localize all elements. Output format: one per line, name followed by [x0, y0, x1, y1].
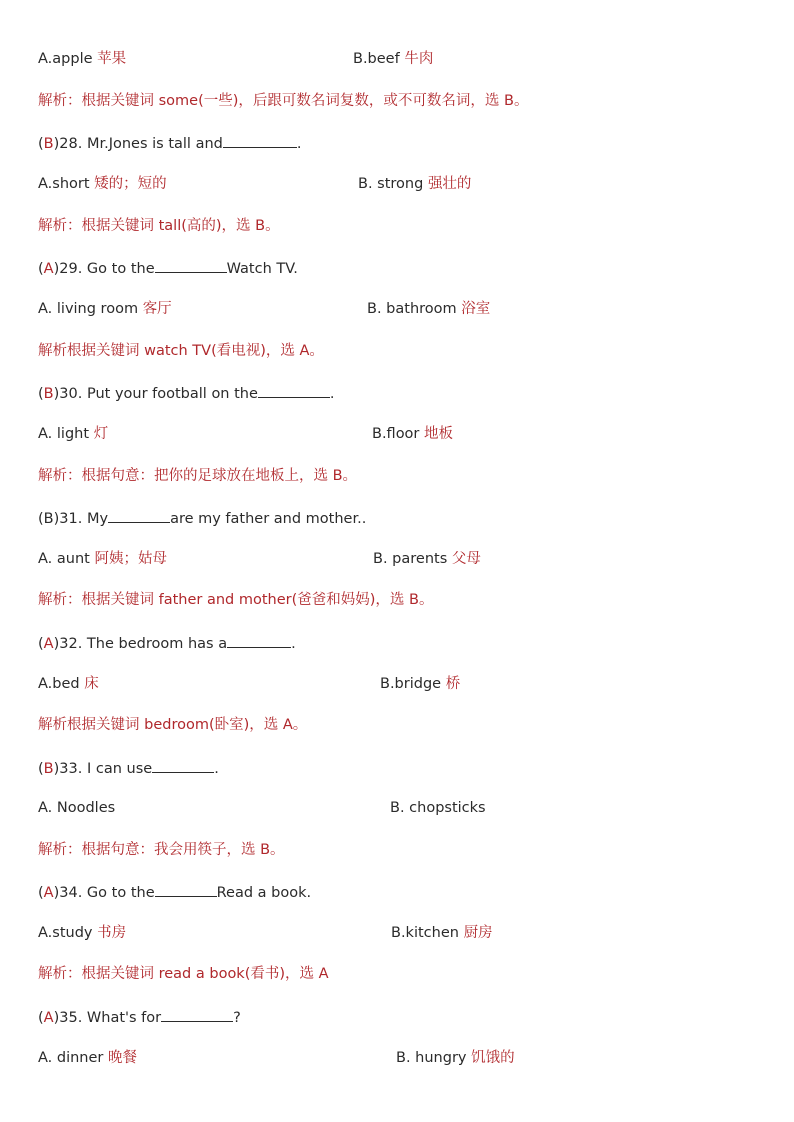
text: B.kitchen: [391, 925, 459, 941]
answer: B: [43, 386, 54, 402]
text: A. aunt: [38, 551, 90, 567]
option-a: [38, 674, 99, 694]
text: A.short: [38, 176, 90, 192]
text: 晚餐: [108, 1050, 137, 1066]
explanation: 解析根据关键词 bedroom(卧室)，选 A。: [38, 717, 308, 733]
text: 书房: [97, 925, 127, 941]
option-a: [38, 549, 167, 569]
text: B. hungry: [396, 1050, 467, 1066]
explanation: 解析：根据句意：我会用筷子，选 B。: [38, 842, 285, 858]
text: B. bathroom: [367, 301, 457, 317]
text: 34. Go to the: [59, 885, 155, 901]
answer-blank: [108, 507, 170, 523]
explanation: 解析：根据关键词 tall(高的)，选 B。: [38, 218, 280, 234]
question-34: (A)34. Go to the Read a book.: [38, 881, 311, 903]
question-32: (A)32. The bedroom has a .: [38, 632, 296, 654]
text: 浴室: [461, 301, 491, 317]
explanation: 解析根据关键词 watch TV(看电视)，选 A。: [38, 343, 324, 359]
option-b: [372, 424, 453, 444]
text: 厨房: [463, 925, 493, 941]
answer-blank: [161, 1006, 233, 1022]
question-33: (B)33. I can use .: [38, 757, 219, 779]
text: Read a book.: [216, 885, 312, 901]
text: A. Noodles: [38, 800, 116, 816]
answer: A: [43, 261, 54, 277]
question-28: (B)28. Mr.Jones is tall and .: [38, 132, 301, 154]
option-a: [38, 51, 126, 67]
text: .: [329, 386, 335, 402]
explanation: 解析：根据关键词 some(一些)，后跟可数名词复数，或不可数名词，选 B。: [38, 93, 529, 109]
text: B. strong: [358, 176, 424, 192]
text: 桥: [445, 676, 461, 692]
text: B.floor: [372, 426, 420, 442]
text: A. light: [38, 426, 90, 442]
text: 29. Go to the: [59, 261, 155, 277]
text: A.study: [38, 925, 93, 941]
answer: B: [43, 511, 54, 527]
text: 灯: [93, 426, 109, 442]
option-b: [396, 1048, 515, 1068]
option-b: [353, 49, 433, 69]
answer-blank: [152, 757, 214, 773]
explanation: 解析：根据关键词 father and mother(爸爸和妈妈)，选 B。: [38, 592, 434, 608]
option-a: [38, 1048, 137, 1068]
question-30: (B)30. Put your football on the .: [38, 382, 335, 404]
text: 矮的；短的: [94, 176, 167, 192]
text: 30. Put your football on the: [59, 386, 258, 402]
text: 28. Mr.Jones is tall and: [59, 136, 223, 152]
answer: B: [43, 761, 54, 777]
text: .: [214, 761, 219, 777]
option-a: [38, 798, 115, 818]
text: 31. My: [59, 511, 109, 527]
explanation: 解析：根据句意：把你的足球放在地板上，选 B。: [38, 468, 358, 484]
option-b: [358, 174, 471, 194]
answer-blank: [258, 382, 330, 398]
option-b: [367, 299, 490, 319]
option-b: [373, 549, 481, 569]
answer: B: [43, 136, 54, 152]
text: B. chopsticks: [390, 800, 486, 816]
question-31: (B)31. My are my father and mother..: [38, 507, 366, 529]
explanation: 解析：根据关键词 read a book(看书)，选 A: [38, 966, 329, 982]
text: .: [296, 136, 302, 152]
text: B.bridge: [380, 676, 442, 692]
text: 阿姨；姑母: [94, 551, 167, 567]
options-row: [38, 49, 126, 69]
text: 饥饿的: [471, 1050, 515, 1066]
answer-blank: [227, 632, 291, 648]
option-b: [391, 923, 493, 943]
answer: A: [43, 885, 54, 901]
answer: A: [43, 636, 54, 652]
text: 35. What's for: [59, 1010, 162, 1026]
text: ?: [233, 1010, 241, 1026]
option-b: [390, 798, 486, 818]
text: 床: [84, 676, 99, 692]
question-29: (A)29. Go to the Watch TV.: [38, 257, 298, 279]
answer-blank: [155, 881, 217, 897]
text: 地板: [424, 426, 454, 442]
text: 父母: [451, 551, 481, 567]
text: 牛肉: [404, 51, 434, 67]
text: A.bed: [38, 676, 80, 692]
option-b: [380, 674, 460, 694]
text: A. dinner: [38, 1050, 104, 1066]
answer-blank: [223, 132, 297, 148]
text: A.apple: [38, 51, 93, 67]
text: 33. I can use: [59, 761, 153, 777]
text: B. parents: [373, 551, 448, 567]
option-a: [38, 424, 108, 444]
answer: A: [43, 1010, 54, 1026]
text: 强壮的: [427, 176, 472, 192]
text: B.beef: [353, 51, 400, 67]
answer-blank: [155, 257, 227, 273]
option-a: [38, 923, 126, 943]
question-35: (A)35. What's for ?: [38, 1006, 241, 1028]
text: .: [291, 636, 296, 652]
text: are my father and mother..: [170, 511, 367, 527]
option-a: [38, 299, 172, 319]
option-a: [38, 174, 167, 194]
text: A. living room: [38, 301, 139, 317]
text: 苹果: [97, 51, 127, 67]
text: 32. The bedroom has a: [59, 636, 228, 652]
text: Watch TV.: [226, 261, 298, 277]
text: 客厅: [142, 301, 172, 317]
